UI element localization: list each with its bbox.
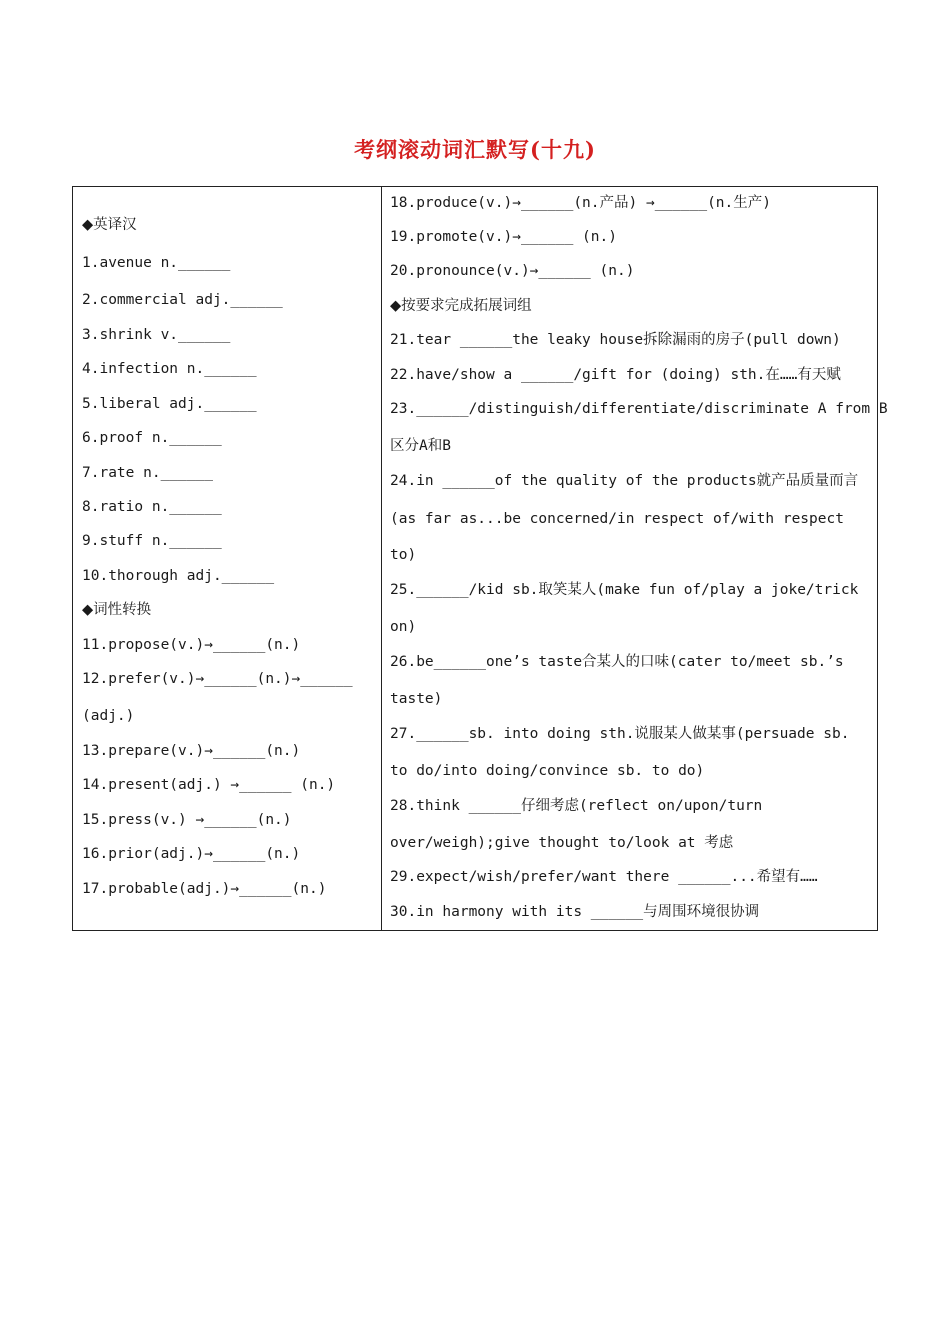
list-item: 19.promote(v.)→______ (n.): [390, 229, 617, 245]
list-item: on): [390, 619, 417, 635]
section-heading-ext: ◆按要求完成拓展词组: [390, 298, 532, 314]
list-item: 8.ratio n.______: [82, 499, 222, 515]
list-item: 28.think ______仔细考虑(reflect on/upon/turn: [390, 798, 763, 814]
list-item: to): [390, 547, 417, 563]
list-item: 22.have/show a ______/gift for (doing) sth.在……有天赋: [390, 367, 841, 383]
list-item: 24.in ______of the quality of the products就产品质量而言: [390, 473, 859, 489]
section-heading-en-zh: ◆英译汉: [82, 217, 137, 233]
list-item: 16.prior(adj.)→______(n.): [82, 846, 301, 862]
list-item: 6.proof n.______: [82, 430, 222, 446]
section-heading-pos: ◆词性转换: [82, 602, 152, 618]
list-item: 7.rate n.______: [82, 465, 213, 481]
vocab-table: [72, 186, 888, 931]
list-item: 2.commercial adj.______: [82, 292, 283, 308]
list-item: 14.present(adj.) →______ (n.): [82, 777, 336, 793]
list-item: 11.propose(v.)→______(n.): [82, 637, 301, 653]
list-item: to do/into doing/convince sb. to do): [390, 763, 705, 779]
list-item: 20.pronounce(v.)→______ (n.): [390, 263, 635, 279]
list-item: 18.produce(v.)→______(n.产品) →______(n.生产): [390, 195, 771, 211]
list-item: 15.press(v.) →______(n.): [82, 812, 292, 828]
list-item: 29.expect/wish/prefer/want there ______...希望有……: [390, 869, 818, 885]
list-item: 区分A和B: [390, 438, 451, 454]
list-item: 10.thorough adj.______: [82, 568, 275, 584]
list-item: 21.tear ______the leaky house拆除漏雨的房子(pull down): [390, 332, 841, 348]
left-column: [73, 187, 382, 930]
list-item: 1.avenue n.______: [82, 255, 231, 271]
list-item: 17.probable(adj.)→______(n.): [82, 881, 327, 897]
list-item: 25.______/kid sb.取笑某人(make fun of/play a joke/trick: [390, 582, 859, 598]
list-item: 12.prefer(v.)→______(n.)→______: [82, 671, 353, 687]
list-item: 26.be______one’s taste合某人的口味(cater to/meet sb.’s: [390, 654, 844, 670]
list-item: 30.in harmony with its ______与周围环境很协调: [390, 904, 760, 920]
list-item: 13.prepare(v.)→______(n.): [82, 743, 301, 759]
list-item: taste): [390, 691, 443, 707]
list-item: (adj.): [82, 708, 135, 724]
list-item: 27.______sb. into doing sth.说服某人做某事(persuade sb.: [390, 726, 850, 742]
list-item: 5.liberal adj.______: [82, 396, 257, 412]
list-item: over/weigh);give thought to/look at 考虑: [390, 835, 734, 851]
list-item: 3.shrink v.______: [82, 327, 231, 343]
list-item: 23.______/distinguish/differentiate/discriminate A from B: [390, 401, 888, 417]
list-item: (as far as...be concerned/in respect of/with respect: [390, 511, 844, 527]
list-item: 4.infection n.______: [82, 361, 257, 377]
list-item: 9.stuff n.______: [82, 533, 222, 549]
page-title: 考纲滚动词汇默写(十九): [354, 137, 596, 162]
right-column: [382, 187, 888, 930]
